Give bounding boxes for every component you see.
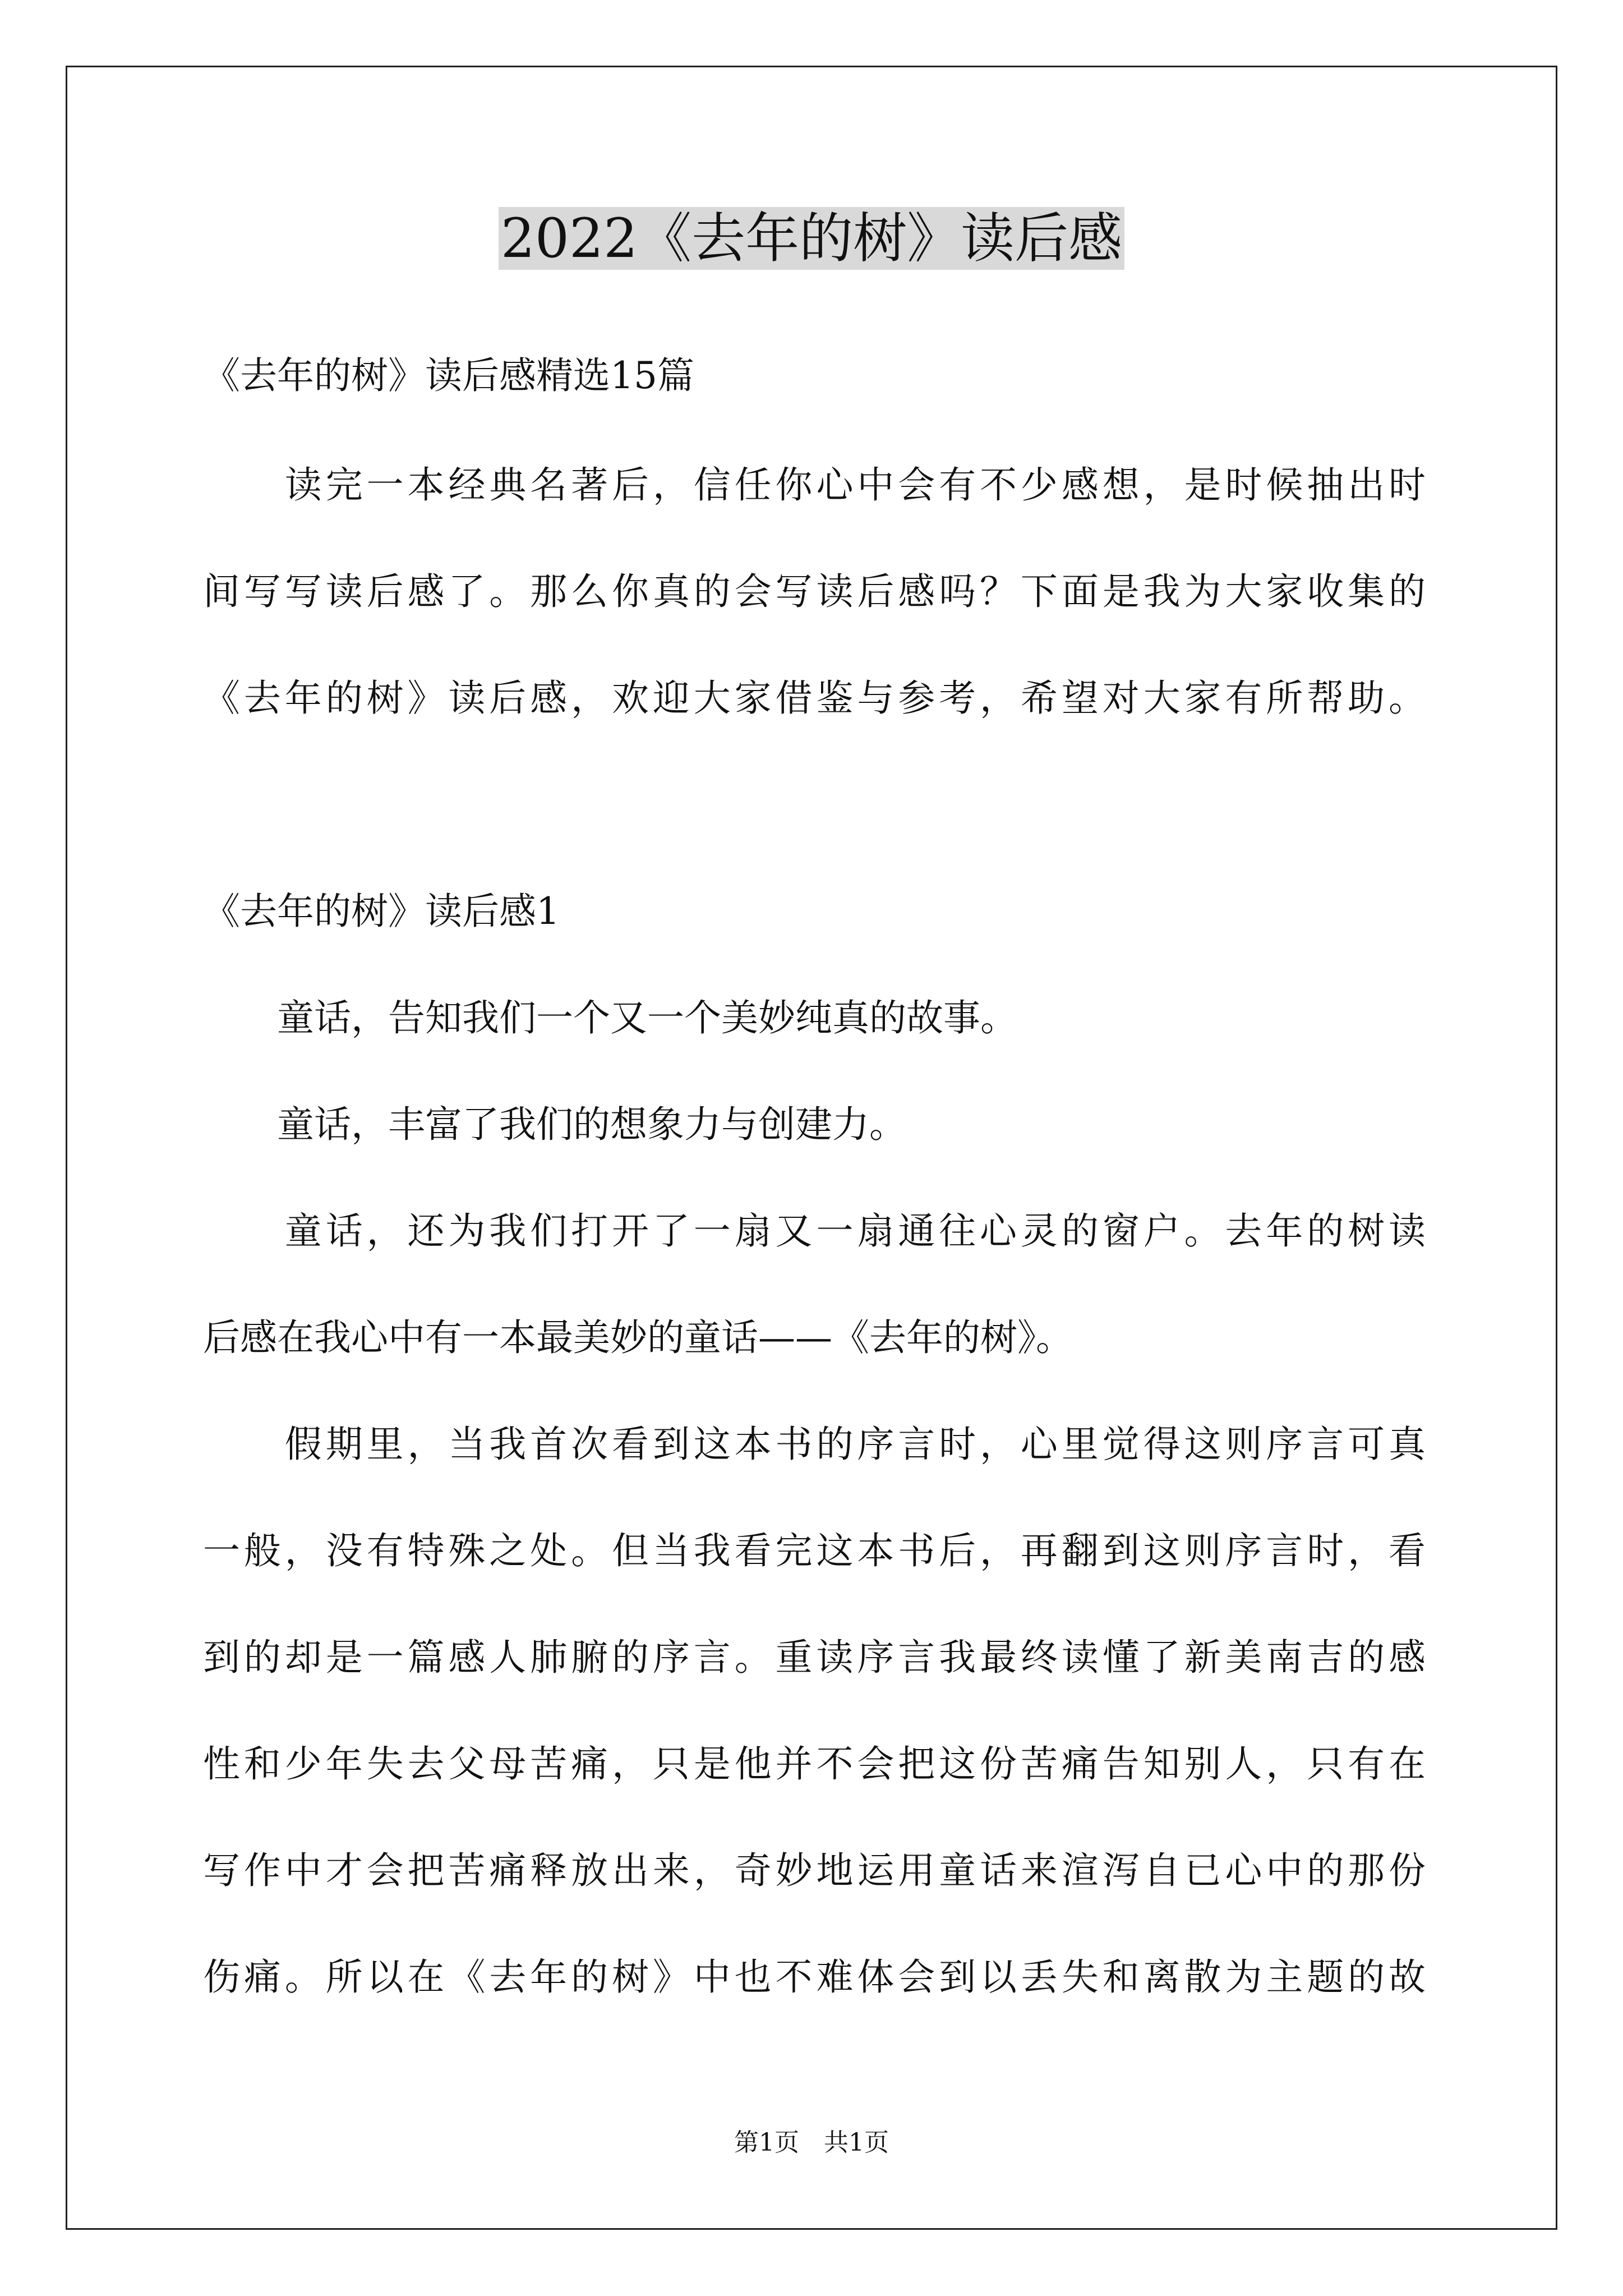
- body-line-5: 假期里，当我首次看到这本书的序言时，心里觉得这则序言可真: [203, 1423, 1426, 1466]
- body-line-4: 后感在我心中有一本最美妙的童话——《去年的树》。: [203, 1316, 1073, 1359]
- intro-line-2: 间写写读后感了。那么你真的会写读后感吗？下面是我为大家收集的: [203, 570, 1426, 613]
- section-heading: 《去年的树》读后感1: [203, 890, 560, 933]
- intro-line-3: 《去年的树》读后感，欢迎大家借鉴与参考，希望对大家有所帮助。: [203, 677, 1426, 720]
- subtitle: 《去年的树》读后感精选15篇: [203, 354, 694, 397]
- body-line-8: 性和少年失去父母苦痛，只是他并不会把这份苦痛告知别人，只有在: [203, 1742, 1426, 1786]
- body-line-6: 一般，没有特殊之处。但当我看完这本书后，再翻到这则序言时，看: [203, 1529, 1426, 1572]
- body-line-2: 童话，丰富了我们的想象力与创建力。: [203, 1103, 906, 1146]
- title-text: 2022《去年的树》读后感: [499, 207, 1124, 270]
- body-line-3: 童话，还为我们打开了一扇又一扇通往心灵的窗户。去年的树读: [203, 1209, 1426, 1253]
- document-title: [0, 202, 1623, 275]
- body-line-10: 伤痛。所以在《去年的树》中也不难体会到以丢失和离散为主题的故: [203, 1955, 1426, 1999]
- body-line-9: 写作中才会把苦痛释放出来，奇妙地运用童话来渲泻自已心中的那份: [203, 1849, 1426, 1892]
- body-line-1: 童话，告知我们一个又一个美妙纯真的故事。: [203, 996, 1017, 1039]
- page-number-footer: 第1页 共1页: [734, 2128, 889, 2157]
- intro-line-1: 读完一本经典名著后，信任你心中会有不少感想，是时候抽出时: [203, 463, 1426, 507]
- body-line-7: 到的却是一篇感人肺腑的序言。重读序言我最终读懂了新美南吉的感: [203, 1636, 1426, 1679]
